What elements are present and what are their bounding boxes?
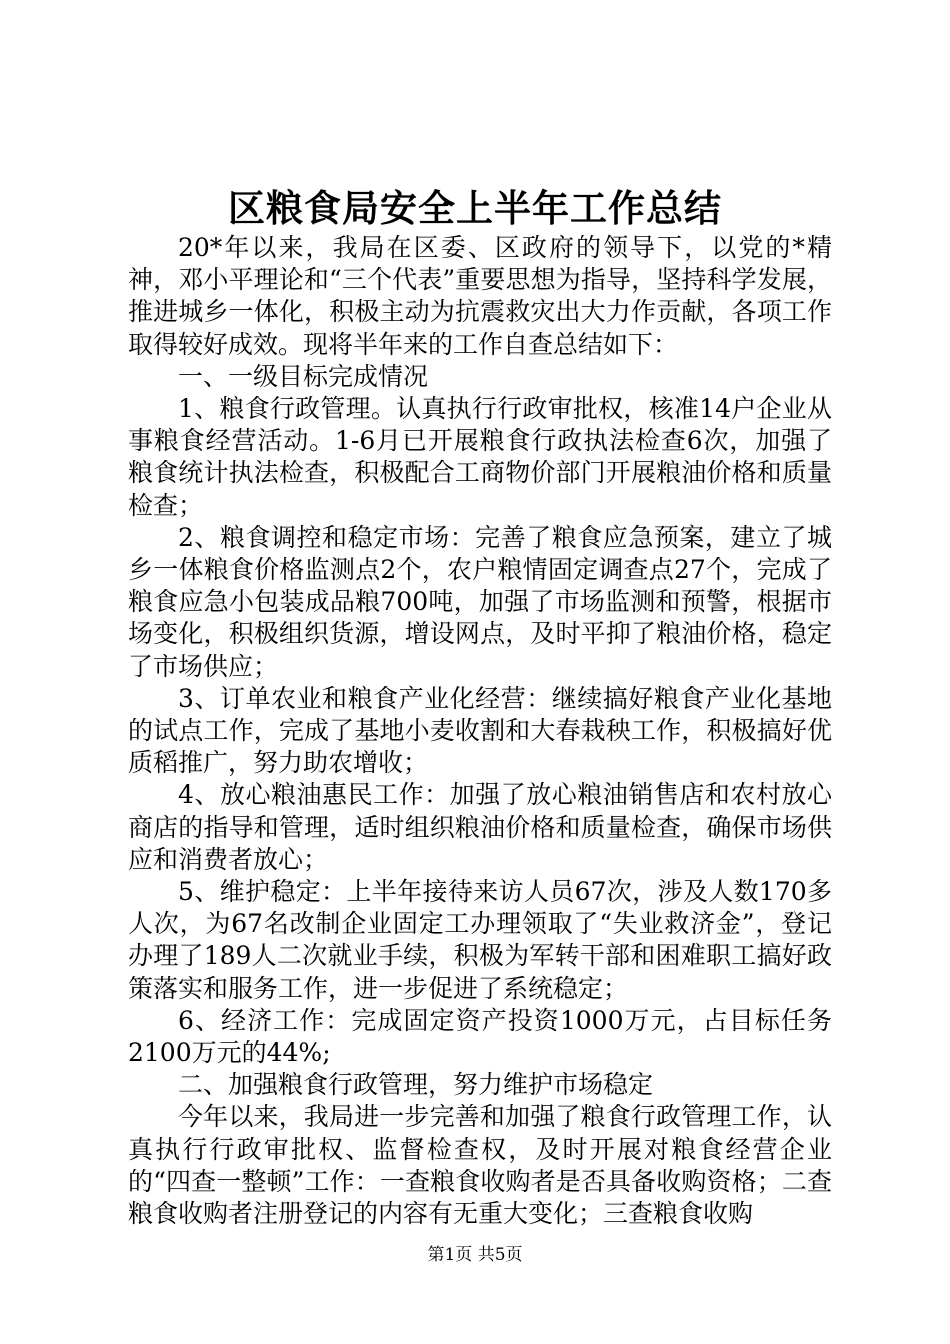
paragraph-intro: 20*年以来，我局在区委、区政府的领导下，以党的*精神，邓小平理论和“三个代表”重要思想为指导，坚持科学发展，推进城乡一体化，积极主动为抗震救灾出大力作贡献，各项工作取得较好成效。现将半年来的工作自查总结如下： [128, 233, 832, 359]
paragraph-item-5: 5、维护稳定：上半年接待来访人员67次，涉及人数170多人次，为67名改制企业固定工办理领取了“失业救济金”，登记办理了189人二次就业手续，积极为军转干部和困难职工搞好政策落实和服务工作，进一步促进了系统稳定； [128, 877, 832, 1003]
document-body [128, 232, 832, 1230]
page-number: 第1页 共5页 [427, 1245, 523, 1265]
paragraph-item-4: 4、放心粮油惠民工作：加强了放心粮油销售店和农村放心商店的指导和管理，适时组织粮油价格和质量检查，确保市场供应和消费者放心； [128, 780, 832, 874]
paragraph-item-6: 6、经济工作：完成固定资产投资1000万元，占目标任务2100万元的44%; [128, 1005, 832, 1068]
paragraph-section-2: 今年以来，我局进一步完善和加强了粮食行政管理工作，认真执行行政审批权、监督检查权，及时开展对粮食经营企业的“四查一整顿”工作：一查粮食收购者是否具备收购资格；二查粮食收购者注册登记的内容有无重大变化；三查粮食收购 [128, 1102, 832, 1229]
paragraph-item-1: 1、粮食行政管理。认真执行行政审批权，核准14户企业从事粮食经营活动。1-6月已开展粮食行政执法检查6次，加强了粮食统计执法检查，积极配合工商物价部门开展粮油价格和质量检查； [128, 394, 832, 520]
paragraph-item-3: 3、订单农业和粮食产业化经营：继续搞好粮食产业化基地的试点工作，完成了基地小麦收割和大春栽秧工作，积极搞好优质稻推广，努力助农增收； [128, 683, 832, 778]
heading-section-2: 二、加强粮食行政管理，努力维护市场稳定 [178, 1070, 654, 1100]
heading-section-1: 一、一级目标完成情况 [178, 361, 429, 391]
document-title: 区粮食局安全上半年工作总结 [228, 186, 722, 230]
paragraph-item-2: 2、粮食调控和稳定市场：完善了粮食应急预案，建立了城乡一体粮食价格监测点2个，农户粮情固定调查点27个，完成了粮食应急小包装成品粮700吨，加强了市场监测和预警，根据市场变化，积极组织货源，增设网点，及时平抑了粮油价格，稳定了市场供应； [128, 522, 832, 681]
